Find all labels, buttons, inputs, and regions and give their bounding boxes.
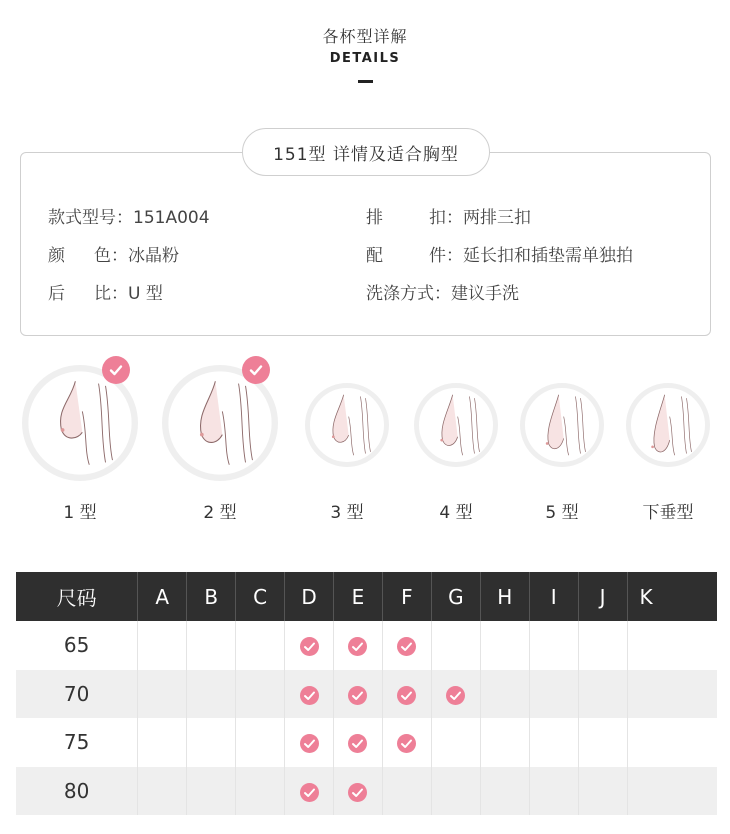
- size-cell-80C: [236, 767, 285, 816]
- size-cell-75F: [382, 718, 431, 767]
- size-cell-75B: [187, 718, 236, 767]
- color-row: [48, 241, 179, 266]
- accessory-label-1: 配: [366, 246, 383, 266]
- breast-shape-1-label: 1 型: [63, 503, 97, 523]
- accessory-row: [366, 241, 633, 266]
- breast-shape-5-label: 5 型: [545, 503, 579, 523]
- breast-shape-4-label: 4 型: [439, 503, 473, 523]
- band-size-cell: 75: [16, 718, 138, 767]
- table-corner-label: 尺码: [16, 572, 138, 621]
- wash-row: [366, 279, 519, 304]
- cup-header-h: H: [480, 572, 529, 621]
- hook-row: [366, 203, 531, 228]
- cup-header-c: C: [236, 572, 285, 621]
- size-cell-80D: [285, 767, 334, 816]
- section-header: [0, 24, 730, 83]
- size-cell-65B: [187, 621, 236, 670]
- size-cell-75A: [138, 718, 187, 767]
- available-check-icon: [348, 637, 367, 656]
- size-cell-80K: [627, 767, 717, 816]
- size-cell-80F: [382, 767, 431, 816]
- breast-shape-4-illustration: [414, 383, 498, 467]
- breast-shape-5-illustration: [520, 383, 604, 467]
- band-size-cell: 80: [16, 767, 138, 816]
- cup-header-k: K: [627, 572, 717, 621]
- size-cell-70H: [480, 670, 529, 719]
- table-row: [16, 718, 717, 767]
- cup-header-i: I: [529, 572, 578, 621]
- table-body: [16, 621, 717, 815]
- size-cell-65F: [382, 621, 431, 670]
- hook-label-1: 排: [366, 208, 383, 228]
- size-cell-80G: [431, 767, 480, 816]
- size-cell-75H: [480, 718, 529, 767]
- table-row: [16, 670, 717, 719]
- breast-shape-6-illustration: [626, 383, 710, 467]
- size-cell-75G: [431, 718, 480, 767]
- wash-value: 建议手洗: [451, 284, 519, 304]
- size-cell-75D: [285, 718, 334, 767]
- back-label-1: 后: [48, 284, 65, 304]
- cup-header-g: G: [431, 572, 480, 621]
- size-cell-70B: [187, 670, 236, 719]
- size-cell-80J: [578, 767, 627, 816]
- size-cell-75K: [627, 718, 717, 767]
- model-value: 151A004: [133, 208, 210, 228]
- size-cell-70D: [285, 670, 334, 719]
- available-check-icon: [300, 783, 319, 802]
- cup-header-f: F: [382, 572, 431, 621]
- hook-label-2: 扣：: [429, 208, 463, 228]
- size-table: [16, 572, 717, 815]
- size-cell-80E: [334, 767, 383, 816]
- table-header-row: [16, 572, 717, 621]
- available-check-icon: [348, 686, 367, 705]
- hook-value: 两排三扣: [463, 208, 531, 228]
- available-check-icon: [300, 637, 319, 656]
- size-cell-70K: [627, 670, 717, 719]
- section-title-cn: 各杯型详解: [322, 27, 408, 46]
- size-cell-70E: [334, 670, 383, 719]
- available-check-icon: [446, 686, 465, 705]
- size-cell-65I: [529, 621, 578, 670]
- cup-header-b: B: [187, 572, 236, 621]
- size-cell-75J: [578, 718, 627, 767]
- size-cell-65K: [627, 621, 717, 670]
- size-cell-65J: [578, 621, 627, 670]
- breast-shape-3-label: 3 型: [330, 503, 364, 523]
- accessory-label-2: 件：: [429, 246, 463, 266]
- table-row: [16, 621, 717, 670]
- size-cell-65D: [285, 621, 334, 670]
- size-cell-65E: [334, 621, 383, 670]
- back-value: U 型: [128, 284, 163, 304]
- breast-shape-6-label: 下垂型: [642, 503, 694, 523]
- available-check-icon: [348, 734, 367, 753]
- size-cell-65A: [138, 621, 187, 670]
- size-cell-80I: [529, 767, 578, 816]
- color-value: 冰晶粉: [128, 246, 179, 266]
- size-cell-80B: [187, 767, 236, 816]
- size-cell-80H: [480, 767, 529, 816]
- cup-header-e: E: [334, 572, 383, 621]
- color-label-2: 色：: [94, 246, 128, 266]
- available-check-icon: [300, 734, 319, 753]
- available-check-icon: [397, 734, 416, 753]
- size-cell-70C: [236, 670, 285, 719]
- accessory-value: 延长扣和插垫需单独拍: [463, 246, 633, 266]
- wash-label: 洗涤方式：: [366, 284, 451, 304]
- color-label-1: 颜: [48, 246, 65, 266]
- breast-shape-2-label: 2 型: [203, 503, 237, 523]
- size-cell-70J: [578, 670, 627, 719]
- cup-header-a: A: [138, 572, 187, 621]
- size-cell-65C: [236, 621, 285, 670]
- size-cell-70G: [431, 670, 480, 719]
- cup-header-j: J: [578, 572, 627, 621]
- available-check-icon: [348, 783, 367, 802]
- available-check-icon: [397, 637, 416, 656]
- model-row: [48, 203, 210, 228]
- size-cell-65H: [480, 621, 529, 670]
- table-row: [16, 767, 717, 816]
- back-label-2: 比：: [94, 284, 128, 304]
- size-cell-75C: [236, 718, 285, 767]
- size-cell-65G: [431, 621, 480, 670]
- band-size-cell: 65: [16, 621, 138, 670]
- model-label: 款式型号：: [48, 208, 133, 228]
- size-cell-70I: [529, 670, 578, 719]
- shape-2-check-icon: [242, 356, 270, 384]
- band-size-cell: 70: [16, 670, 138, 719]
- size-cell-75I: [529, 718, 578, 767]
- shape-1-check-icon: [102, 356, 130, 384]
- title-underline: [358, 80, 373, 83]
- available-check-icon: [397, 686, 416, 705]
- size-cell-75E: [334, 718, 383, 767]
- back-row: [48, 279, 163, 304]
- available-check-icon: [300, 686, 319, 705]
- size-cell-70F: [382, 670, 431, 719]
- cup-header-d: D: [285, 572, 334, 621]
- size-cell-70A: [138, 670, 187, 719]
- size-cell-80A: [138, 767, 187, 816]
- breast-shape-3-illustration: [305, 383, 389, 467]
- details-tag: 151型 详情及适合胸型: [242, 128, 490, 176]
- section-title-en: DETAILS: [329, 51, 401, 66]
